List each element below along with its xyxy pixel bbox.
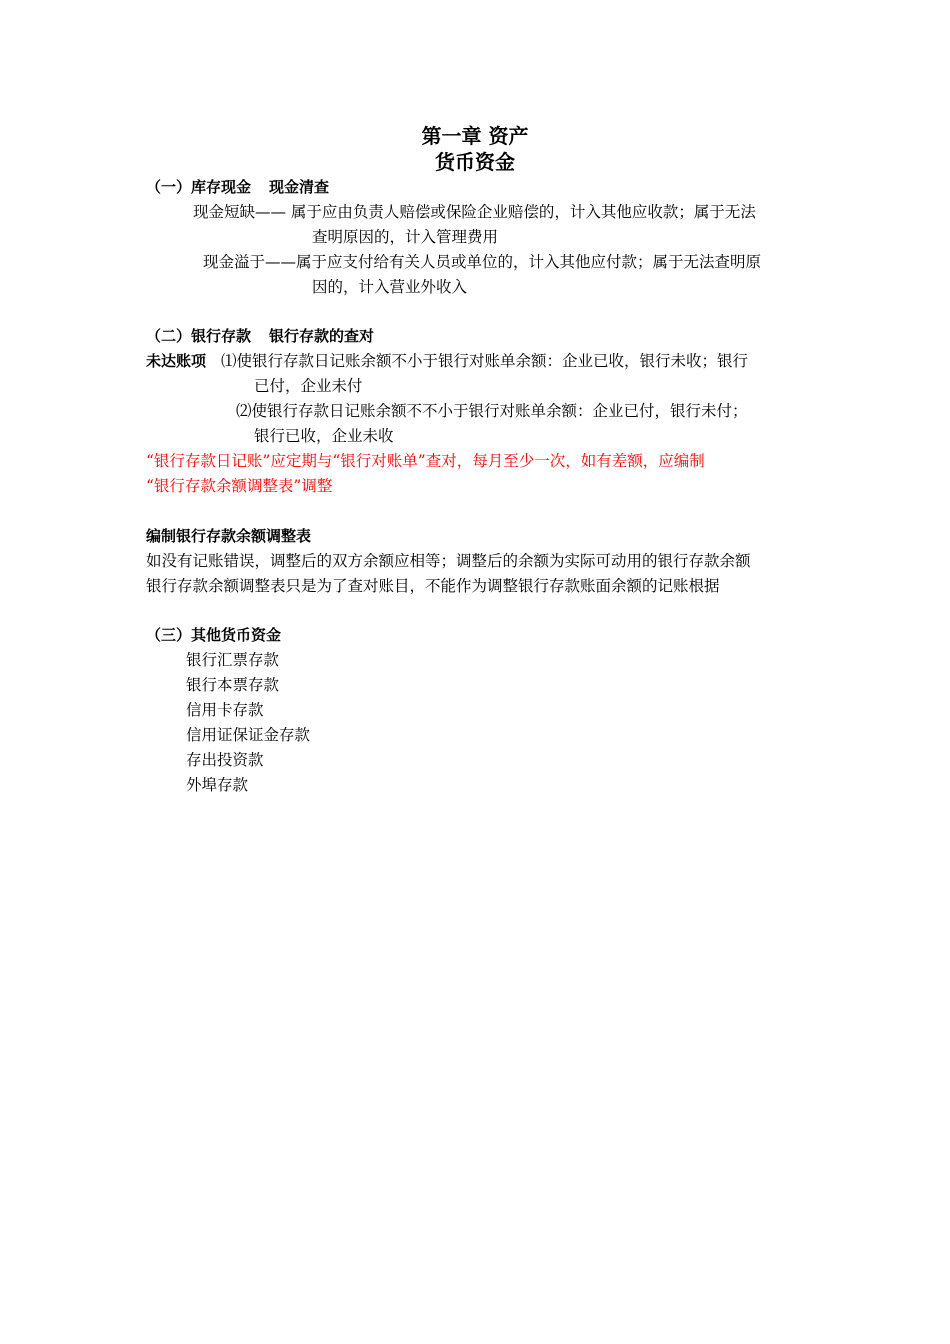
unreached-item1-line1: ⑴使银行存款日记账余额不小于银行对账单余额：企业已收，银行未收；银行 [221, 352, 749, 370]
list-item: 银行本票存款 [186, 676, 280, 694]
unreached-items-label: 未达账项 [146, 352, 207, 370]
chapter-title: 第一章 资产 [421, 124, 529, 148]
reconciliation-table-heading: 编制银行存款余额调整表 [146, 527, 312, 545]
cash-overage-line2: 因的，计入营业外收入 [312, 278, 468, 296]
cash-shortage-line2: 查明原因的，计入管理费用 [312, 228, 499, 246]
page-title: 货币资金 [435, 150, 515, 174]
cash-overage-line1: 现金溢于——属于应支付给有关人员或单位的，计入其他应付款；属于无法查明原 [203, 253, 762, 271]
bank-check-heading: 银行存款的查对 [269, 327, 375, 345]
reconciliation-note-line1: “银行存款日记账”应定期与“银行对账单”查对，每月至少一次，如有差额，应编制 [146, 452, 705, 470]
list-item: 存出投资款 [186, 751, 264, 769]
reconciliation-note-line2: “银行存款余额调整表”调整 [146, 477, 333, 495]
bank-heading: （二）银行存款 [146, 327, 252, 345]
reconciliation-text-line1: 如没有记账错误，调整后的双方余额应相等；调整后的余额为实际可动用的银行存款余额 [146, 552, 751, 570]
section-heading-bank [146, 326, 374, 346]
section-heading-cash [146, 177, 329, 197]
unreached-item2-line1: ⑵使银行存款日记账余额不不小于银行对账单余额：企业已付，银行未付； [236, 402, 748, 420]
cash-heading: （一）库存现金 [146, 178, 252, 196]
unreached-item1-line2: 已付，企业未付 [254, 377, 363, 395]
list-item: 信用卡存款 [186, 701, 264, 719]
cash-check-heading: 现金清查 [269, 178, 330, 196]
list-item: 外埠存款 [186, 776, 249, 794]
list-item: 银行汇票存款 [186, 651, 280, 669]
list-item: 信用证保证金存款 [186, 726, 311, 744]
cash-shortage-line1: 现金短缺—— 属于应由负责人赔偿或保险企业赔偿的，计入其他应收款；属于无法 [193, 203, 756, 221]
reconciliation-text-line2: 银行存款余额调整表只是为了查对账目，不能作为调整银行存款账面余额的记账根据 [146, 577, 720, 595]
unreached-item2-line2: 银行已收，企业未收 [254, 427, 394, 445]
other-funds-heading: （三）其他货币资金 [146, 626, 282, 644]
